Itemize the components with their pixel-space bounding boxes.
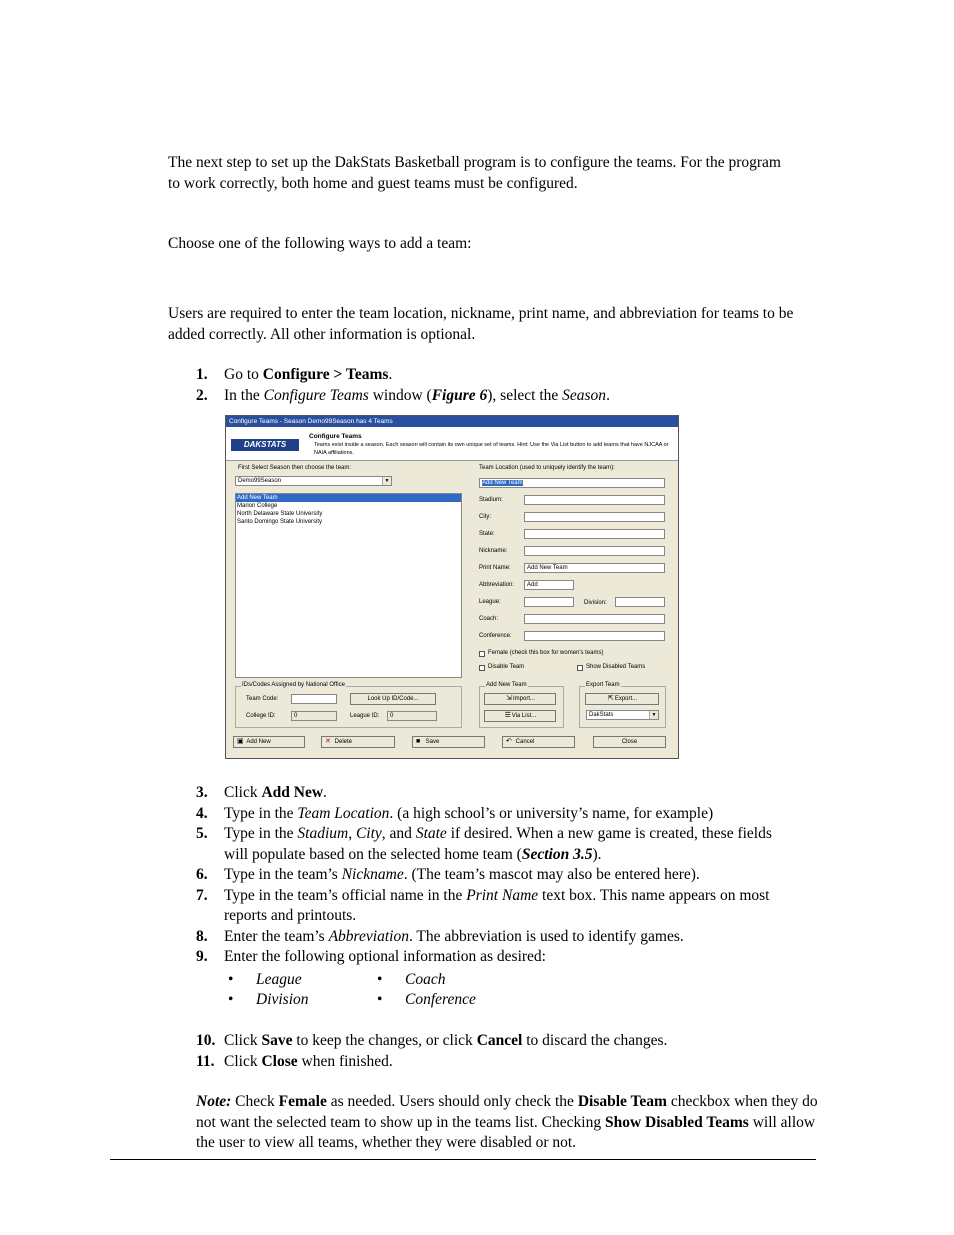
step-italic: Season bbox=[562, 386, 607, 404]
step-text: . bbox=[388, 366, 393, 383]
league-label: League: bbox=[479, 599, 501, 605]
add-new-button-label: Add New bbox=[246, 739, 271, 745]
bullet-text: Division bbox=[256, 991, 309, 1008]
intro-paragraph: The next step to set up the DakStats Basketball program is to configure the teams. For the program to work correctly, both home and guest teams must be configured. bbox=[168, 154, 781, 192]
step-text: if desired. When a new game is created, these fields will populate based on the selected home team ( bbox=[224, 825, 772, 863]
step-text: . (The team’s mascot may also be entered here). bbox=[403, 866, 700, 883]
step-text: Enter the team’s bbox=[224, 927, 329, 945]
stadium-input[interactable] bbox=[524, 495, 665, 505]
step-2 bbox=[196, 386, 796, 407]
step-6 bbox=[196, 865, 796, 886]
list-item[interactable]: Marion College bbox=[237, 503, 278, 509]
note-bold: Female bbox=[278, 1093, 327, 1110]
chevron-down-icon[interactable]: ▼ bbox=[382, 477, 391, 485]
step-italic: Team Location bbox=[297, 804, 390, 822]
coach-label: Coach: bbox=[479, 616, 499, 622]
step-8 bbox=[196, 927, 796, 948]
season-label: First Select Season then choose the team: bbox=[238, 465, 352, 471]
add-new-button[interactable] bbox=[233, 736, 305, 748]
state-input[interactable] bbox=[524, 529, 665, 539]
choose-paragraph: Choose one of the following ways to add a team: bbox=[168, 235, 472, 252]
team-code-label: Team Code: bbox=[246, 696, 279, 702]
step-number: 11. bbox=[196, 1052, 215, 1070]
step-10 bbox=[196, 1031, 796, 1052]
steps-list-bottom bbox=[196, 1031, 796, 1072]
step-text: . bbox=[323, 784, 327, 801]
step-text: . bbox=[606, 386, 610, 404]
footer-divider bbox=[110, 1159, 816, 1160]
division-input[interactable] bbox=[615, 597, 665, 607]
step-number: 4. bbox=[196, 804, 208, 822]
city-label: City: bbox=[479, 514, 491, 520]
city-input[interactable] bbox=[524, 512, 665, 522]
export-button-label: Export... bbox=[614, 696, 638, 702]
delete-button[interactable] bbox=[321, 736, 395, 748]
import-button[interactable] bbox=[484, 693, 556, 705]
cancel-button-label: Cancel bbox=[515, 739, 535, 745]
step-number: 10. bbox=[196, 1032, 216, 1049]
step-5 bbox=[196, 824, 796, 865]
step-text: . The abbreviation is used to identify games. bbox=[408, 927, 684, 945]
team-location-value: Add New Team bbox=[482, 480, 523, 486]
step-number: 3. bbox=[196, 784, 208, 801]
step-text: to keep the changes, or click bbox=[292, 1032, 477, 1049]
teams-list[interactable] bbox=[235, 493, 462, 678]
bullet-text: Conference bbox=[405, 991, 476, 1008]
steps-list-middle bbox=[196, 783, 796, 968]
bullet-division: • Division bbox=[228, 991, 309, 1008]
step-bold: Close bbox=[261, 1052, 298, 1070]
list-item[interactable]: North Delaware State University bbox=[237, 511, 323, 517]
step-number: 7. bbox=[196, 886, 208, 904]
undo-icon: ↶ bbox=[506, 738, 512, 745]
export-format-select[interactable] bbox=[586, 710, 659, 720]
save-button[interactable] bbox=[412, 736, 485, 748]
figure-ref: Figure 6 bbox=[431, 386, 488, 404]
league-id-input[interactable]: 0 bbox=[387, 711, 437, 721]
save-icon: ■ bbox=[416, 738, 421, 745]
conference-input[interactable] bbox=[524, 631, 665, 641]
team-location-label: Team Location (used to uniquely identify the team): bbox=[479, 465, 615, 471]
step-text: Go to bbox=[224, 366, 263, 383]
note-text: checkbox when they do not want the selected team to show up in the teams list. Checking bbox=[196, 1093, 818, 1131]
disable-team-label: Disable Team bbox=[488, 664, 525, 670]
note-text: Check bbox=[231, 1093, 279, 1110]
steps-list-top bbox=[196, 365, 796, 406]
step-11 bbox=[196, 1052, 796, 1073]
step-text: Type in the team’s official name in the bbox=[224, 886, 467, 904]
season-select-value: Demo99Season bbox=[238, 478, 282, 484]
step-text: window ( bbox=[368, 386, 432, 404]
delete-button-label: Delete bbox=[334, 739, 353, 745]
step-italic: Configure Teams bbox=[263, 386, 369, 404]
disable-team-checkbox[interactable] bbox=[479, 665, 485, 671]
league-input[interactable] bbox=[524, 597, 574, 607]
step-text: Enter the following optional information as desired: bbox=[224, 948, 546, 965]
ids-group-title: IDs/Codes Assigned by National Office bbox=[242, 682, 345, 688]
abbreviation-label: Abbreviation: bbox=[479, 582, 515, 588]
bullet-conference: • Conference bbox=[377, 991, 476, 1008]
step-text: Type in the bbox=[224, 804, 298, 822]
step-4 bbox=[196, 804, 796, 825]
show-disabled-checkbox[interactable] bbox=[577, 665, 583, 671]
step-italic: Nickname bbox=[341, 866, 404, 883]
step-text: Click bbox=[224, 1052, 262, 1070]
step-text: when finished. bbox=[297, 1052, 393, 1070]
season-select[interactable] bbox=[235, 476, 392, 486]
section-ref: Section 3.5 bbox=[521, 845, 593, 863]
step-text: Click bbox=[224, 784, 262, 801]
step-text: text box. This name appears on most reports and printouts. bbox=[224, 886, 770, 924]
close-button[interactable]: Close bbox=[593, 736, 666, 748]
note-label: Note: bbox=[196, 1093, 232, 1110]
step-bold: Add New bbox=[261, 784, 324, 801]
cancel-button[interactable] bbox=[502, 736, 575, 748]
chevron-down-icon[interactable]: ▼ bbox=[649, 711, 658, 719]
step-number: 9. bbox=[196, 948, 208, 965]
nickname-input[interactable] bbox=[524, 546, 665, 556]
female-checkbox[interactable] bbox=[479, 651, 485, 657]
save-button-label: Save bbox=[425, 739, 440, 745]
bullet-coach: • Coach bbox=[377, 971, 446, 988]
bullet-league: • League bbox=[228, 971, 302, 988]
step-italic: Abbreviation bbox=[328, 927, 409, 945]
step-text: , bbox=[348, 825, 356, 842]
state-label: State: bbox=[479, 531, 495, 537]
step-7 bbox=[196, 886, 796, 927]
team-code-input[interactable] bbox=[291, 694, 337, 704]
step-9 bbox=[196, 947, 796, 968]
team-location-input[interactable] bbox=[479, 478, 665, 488]
note-paragraph bbox=[196, 1092, 818, 1154]
league-id-label: League ID: bbox=[350, 713, 380, 719]
note-bold: Show Disabled Teams bbox=[604, 1113, 749, 1131]
import-button-label: Import... bbox=[512, 696, 535, 702]
list-icon: ☰ bbox=[504, 712, 511, 719]
step-number: 2. bbox=[196, 386, 208, 404]
step-bold: Cancel bbox=[476, 1032, 523, 1049]
step-italic: Stadium bbox=[297, 825, 349, 842]
via-list-button-label: Via List... bbox=[511, 713, 537, 719]
step-number: 6. bbox=[196, 866, 208, 883]
step-number: 5. bbox=[196, 825, 208, 842]
step-italic: Print Name bbox=[466, 886, 539, 904]
step-bold: Configure > Teams bbox=[262, 366, 389, 383]
female-label: Female (check this box for women's teams) bbox=[488, 650, 604, 656]
window-title: Configure Teams - Season Demo99Season has 4 Teams bbox=[226, 416, 678, 427]
export-icon: ⇱ bbox=[607, 695, 614, 702]
via-list-button[interactable] bbox=[484, 710, 556, 722]
bullet-text: Coach bbox=[405, 971, 446, 988]
step-italic: City bbox=[355, 825, 382, 842]
configure-teams-window bbox=[225, 415, 679, 759]
step-text: Type in the team’s bbox=[224, 866, 342, 883]
delete-icon: ✕ bbox=[325, 738, 331, 745]
college-id-label: College ID: bbox=[246, 713, 276, 719]
stadium-label: Stadium: bbox=[479, 497, 503, 503]
bullet-text: League bbox=[256, 971, 302, 988]
step-1 bbox=[196, 365, 796, 386]
show-disabled-label: Show Disabled Teams bbox=[586, 664, 646, 670]
division-label: Division: bbox=[584, 600, 607, 606]
note-bold: Disable Team bbox=[577, 1093, 667, 1110]
add-new-team-group-title: Add New Team bbox=[486, 682, 527, 688]
coach-input[interactable] bbox=[524, 614, 665, 624]
look-up-id-button[interactable]: Look Up ID/Code... bbox=[350, 693, 436, 705]
dakstats-logo: DAKSTATS bbox=[231, 439, 299, 451]
window-header bbox=[226, 427, 678, 461]
required-paragraph: Users are required to enter the team location, nickname, print name, and abbreviation for teams to be added correctly. All other information is optional. bbox=[168, 305, 794, 343]
abbreviation-input[interactable]: Add bbox=[524, 580, 574, 590]
step-text: In the bbox=[224, 386, 264, 404]
list-item[interactable]: Add New Team bbox=[236, 494, 461, 502]
step-3 bbox=[196, 783, 796, 804]
step-bold: Save bbox=[261, 1032, 293, 1049]
college-id-input[interactable]: 0 bbox=[291, 711, 337, 721]
step-text: Click bbox=[224, 1032, 262, 1049]
export-button[interactable] bbox=[585, 693, 659, 705]
step-text: ). bbox=[592, 845, 602, 863]
nickname-label: Nickname: bbox=[479, 548, 508, 554]
step-text: Type in the bbox=[224, 825, 298, 842]
export-format-value: DakStats bbox=[589, 712, 614, 718]
export-team-group-title: Export Team bbox=[586, 682, 620, 688]
conference-label: Conference: bbox=[479, 633, 512, 639]
step-text: to discard the changes. bbox=[522, 1032, 668, 1049]
print-name-label: Print Name: bbox=[479, 565, 511, 571]
step-number: 8. bbox=[196, 927, 208, 945]
step-text: ), select the bbox=[487, 386, 563, 404]
list-item[interactable]: Santo Domingo State University bbox=[237, 519, 323, 525]
print-name-input[interactable]: Add New Team bbox=[524, 563, 665, 573]
step-text: . (a high school’s or university’s name, for example) bbox=[389, 804, 714, 822]
note-text: will allow the user to view all teams, whether they were disabled or not. bbox=[196, 1113, 816, 1151]
header-description: Teams exist inside a season. Each season will contain its own unique set of teams. Hint: Use the Via List button to add teams that have NJCAA or NAIA affiliations. bbox=[314, 442, 669, 456]
add-icon: ▣ bbox=[237, 738, 244, 745]
step-number: 1. bbox=[196, 366, 208, 383]
step-italic: State bbox=[415, 825, 447, 842]
step-text: , and bbox=[381, 825, 416, 842]
header-title: Configure Teams bbox=[309, 433, 362, 440]
note-text: as needed. Users should only check the bbox=[326, 1093, 578, 1110]
import-icon: ⇲ bbox=[506, 695, 512, 702]
